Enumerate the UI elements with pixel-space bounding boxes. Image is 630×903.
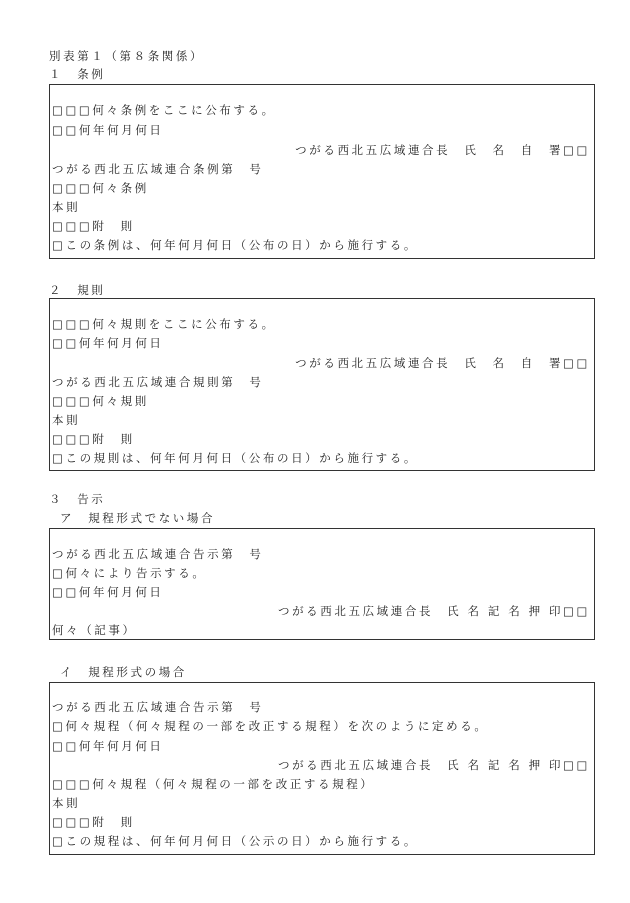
document-header: 別表第１（第８条関係） [49, 49, 205, 63]
section-2-heading: ２ 規則 [49, 283, 106, 297]
s3b-line-3: □□何年何月何日 [52, 739, 164, 753]
s3b-line-2: □何々規程（何々規程の一部を改正する規程）を次のように定める。 [52, 719, 489, 733]
s1-line-5: □□□何々条例 [52, 181, 149, 195]
s2-line-7: □□□附 則 [52, 432, 135, 446]
s3b-line-8: □この規程は、何年何月何日（公示の日）から施行する。 [52, 834, 418, 848]
s2-line-8: □この規則は、何年何月何日（公布の日）から施行する。 [52, 451, 418, 465]
s1-line-1: □□□何々条例をここに公布する。 [52, 103, 276, 117]
s2-line-3: つがる西北五広域連合長 氏 名 自 署□□ [295, 356, 590, 370]
s3a-line-4: つがる西北五広域連合長 氏 名 記 名 押 印□□ [277, 604, 590, 618]
s3b-line-6: 本則 [52, 796, 81, 810]
s1-line-8: □この条例は、何年何月何日（公布の日）から施行する。 [52, 238, 418, 252]
section-1-heading: １ 条例 [49, 67, 106, 81]
s2-line-2: □□何年何月何日 [52, 336, 164, 350]
s3a-line-1: つがる西北五広域連合告示第 号 [52, 547, 264, 561]
s1-line-7: □□□附 則 [52, 219, 135, 233]
s2-line-1: □□□何々規則をここに公布する。 [52, 317, 276, 331]
section-3b-heading: イ 規程形式の場合 [60, 665, 187, 679]
s2-line-6: 本則 [52, 413, 81, 427]
s3a-line-5: 何々（記事） [52, 623, 137, 637]
s3b-line-5: □□□何々規程（何々規程の一部を改正する規程） [52, 777, 375, 791]
s3a-line-3: □□何年何月何日 [52, 585, 164, 599]
s3b-line-1: つがる西北五広域連合告示第 号 [52, 700, 264, 714]
s2-line-5: □□□何々規則 [52, 394, 149, 408]
s1-line-6: 本則 [52, 200, 81, 214]
s1-line-4: つがる西北五広域連合条例第 号 [52, 162, 264, 176]
s3b-line-7: □□□附 則 [52, 815, 135, 829]
s1-line-3: つがる西北五広域連合長 氏 名 自 署□□ [295, 143, 590, 157]
s1-line-2: □□何年何月何日 [52, 123, 164, 137]
s3a-line-2: □何々により告示する。 [52, 566, 207, 580]
s2-line-4: つがる西北五広域連合規則第 号 [52, 375, 264, 389]
section-3-heading: ３ 告示 [49, 492, 106, 506]
s3b-line-4: つがる西北五広域連合長 氏 名 記 名 押 印□□ [277, 758, 590, 772]
section-3a-heading: ア 規程形式でない場合 [60, 511, 216, 525]
